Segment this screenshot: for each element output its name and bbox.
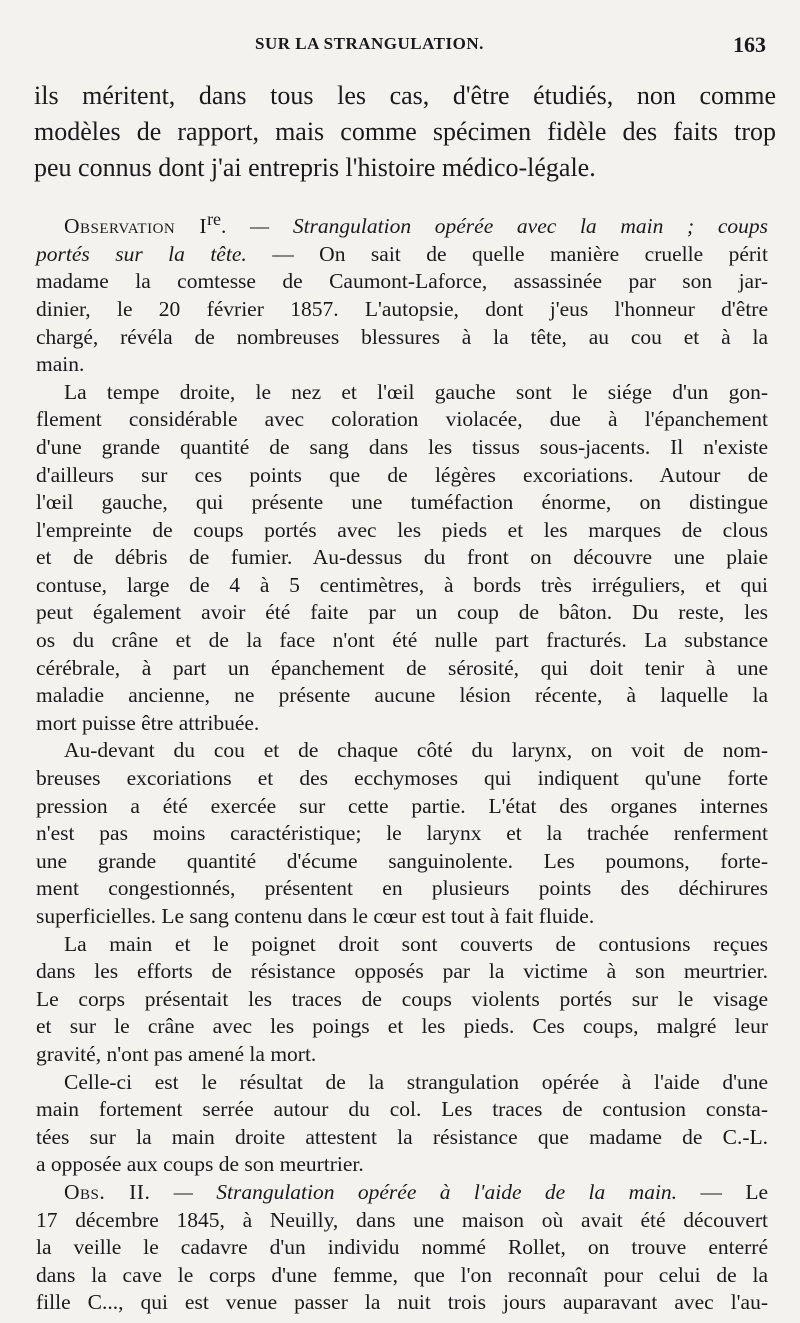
page-number: 163 bbox=[733, 32, 766, 57]
observation-label: Obs. II. bbox=[64, 1179, 151, 1204]
observation-heading-part: — Strangulation opérée avec la main ; coups bbox=[250, 214, 768, 239]
observation-heading: — Strangulation opérée à l'aide de la main. bbox=[173, 1179, 678, 1204]
text-line: ment congestionnés, présentent en plusieurs points des déchirures bbox=[36, 876, 768, 901]
text-line: 17 décembre 1845, à Neuilly, dans une maison où avait été découvert bbox=[36, 1207, 768, 1232]
text-line: chargé, révéla de nombreuses blessures à la tête, au cou et à la bbox=[36, 324, 768, 349]
text-line: peu connus dont j'ai entrepris l'histoire médico-légale. bbox=[34, 153, 596, 182]
text-line: Celle-ci est le résultat de la strangulation opérée à l'aide d'une bbox=[64, 1069, 768, 1094]
text-line: Le corps présentait les traces de coups violents portés sur le visage bbox=[36, 986, 768, 1011]
observation-heading-part: portés sur la tête. bbox=[36, 241, 247, 266]
observation-1 bbox=[36, 206, 768, 379]
text-line: n'est pas moins caractéristique; le larynx et la trachée renferment bbox=[36, 821, 768, 846]
text-line: superficielles. Le sang contenu dans le cœur est tout à fait fluide. bbox=[36, 904, 595, 928]
text-line: d'ailleurs sur ces points que de légères excoriations. Autour de bbox=[36, 462, 768, 487]
text-line: os du crâne et de la face n'ont été nulle part fracturés. La substance bbox=[36, 628, 768, 653]
text-line: madame la comtesse de Caumont-Laforce, assassinée par son jar- bbox=[36, 269, 768, 294]
running-head bbox=[60, 34, 766, 58]
text-line: une grande quantité d'écume sanguinolente. Les poumons, forte- bbox=[36, 848, 768, 873]
text-line: la veille le cadavre d'un individu nommé Rollet, on trouve enterré bbox=[36, 1235, 768, 1260]
text-line: maladie ancienne, ne présente aucune lésion récente, à laquelle la bbox=[36, 683, 768, 708]
text-line: mort puisse être attribuée. bbox=[36, 710, 260, 735]
text-line: et sur le crâne avec les poings et les pieds. Ces coups, malgré leur bbox=[36, 1014, 768, 1039]
paragraph bbox=[36, 1069, 768, 1179]
text-line: main. bbox=[36, 352, 85, 377]
text-line: d'une grande quantité de sang dans les tissus sous-jacents. Il n'existe bbox=[36, 434, 768, 459]
observation-label-sup: re bbox=[207, 209, 221, 229]
observation-1-heading-line-2 bbox=[36, 241, 768, 269]
text-line: modèles de rapport, mais comme spécimen fidèle des faits trop bbox=[34, 117, 776, 146]
text-line: tées sur la main droite attestent la résistance que madame de C.-L. bbox=[36, 1124, 768, 1149]
text-line: dans les efforts de résistance opposés par la victime à son meurtrier. bbox=[36, 959, 768, 984]
text-line: contuse, large de 4 à 5 centimètres, à bords très irréguliers, et qui bbox=[36, 572, 768, 597]
paragraph bbox=[36, 737, 768, 930]
text-line: ils méritent, dans tous les cas, d'être étudiés, non comme bbox=[34, 81, 776, 110]
text-line: cérébrale, à part un épanchement de sérosité, qui doit tenir à une bbox=[36, 655, 768, 680]
body-text bbox=[36, 206, 768, 1317]
paragraph bbox=[36, 931, 768, 1069]
text-line: l'empreinte de coups portés avec les pieds et les marques de clous bbox=[36, 517, 768, 542]
text-line: dans la cave le corps d'une femme, que l'on reconnaît pour celui de la bbox=[36, 1262, 768, 1287]
observation-2 bbox=[36, 1179, 768, 1317]
text-line: dinier, le 20 février 1857. L'autopsie, dont j'eus l'honneur d'être bbox=[36, 296, 768, 321]
text-line: breuses excoriations et des ecchymoses qui indiquent qu'une forte bbox=[36, 766, 768, 791]
text-line: a opposée aux coups de son meurtrier. bbox=[36, 1152, 364, 1177]
paragraph bbox=[36, 379, 768, 738]
observation-first-text: — On sait de quelle manière cruelle périt bbox=[272, 241, 769, 266]
observation-2-heading-line bbox=[36, 1179, 768, 1207]
text-line: et de débris de fumier. Au-dessus du front on découvre une plaie bbox=[36, 545, 768, 570]
text-line: gravité, n'ont pas amené la mort. bbox=[36, 1041, 317, 1066]
observation-first-text: — Le bbox=[700, 1179, 768, 1204]
text-line: La main et le poignet droit sont couverts de contusions reçues bbox=[64, 931, 768, 956]
observation-label: Observation I bbox=[64, 214, 208, 239]
text-line: l'œil gauche, qui présente une tuméfaction énorme, on distingue bbox=[36, 490, 768, 515]
text-line: peut également avoir été faite par un coup de bâton. Du reste, les bbox=[36, 600, 768, 625]
text-line: pression a été exercée sur cette partie. L'état des organes internes bbox=[36, 793, 768, 818]
text-line: main fortement serrée autour du col. Les traces de contusion consta- bbox=[36, 1097, 768, 1122]
running-title: SUR LA STRANGULATION. bbox=[255, 34, 484, 53]
text-line: La tempe droite, le nez et l'œil gauche sont le siége d'un gon- bbox=[64, 379, 768, 404]
text-line: flement considérable avec coloration violacée, due à l'épanchement bbox=[36, 407, 768, 432]
text-line: Au-devant du cou et de chaque côté du larynx, on voit de nom- bbox=[64, 738, 768, 763]
observation-1-heading-line: Observation Ire. — Strangulation opérée avec la main ; coups bbox=[64, 209, 768, 239]
intro-paragraph bbox=[34, 78, 776, 186]
text-line: fille C..., qui est venue passer la nuit trois jours auparavant avec l'au- bbox=[36, 1290, 768, 1315]
